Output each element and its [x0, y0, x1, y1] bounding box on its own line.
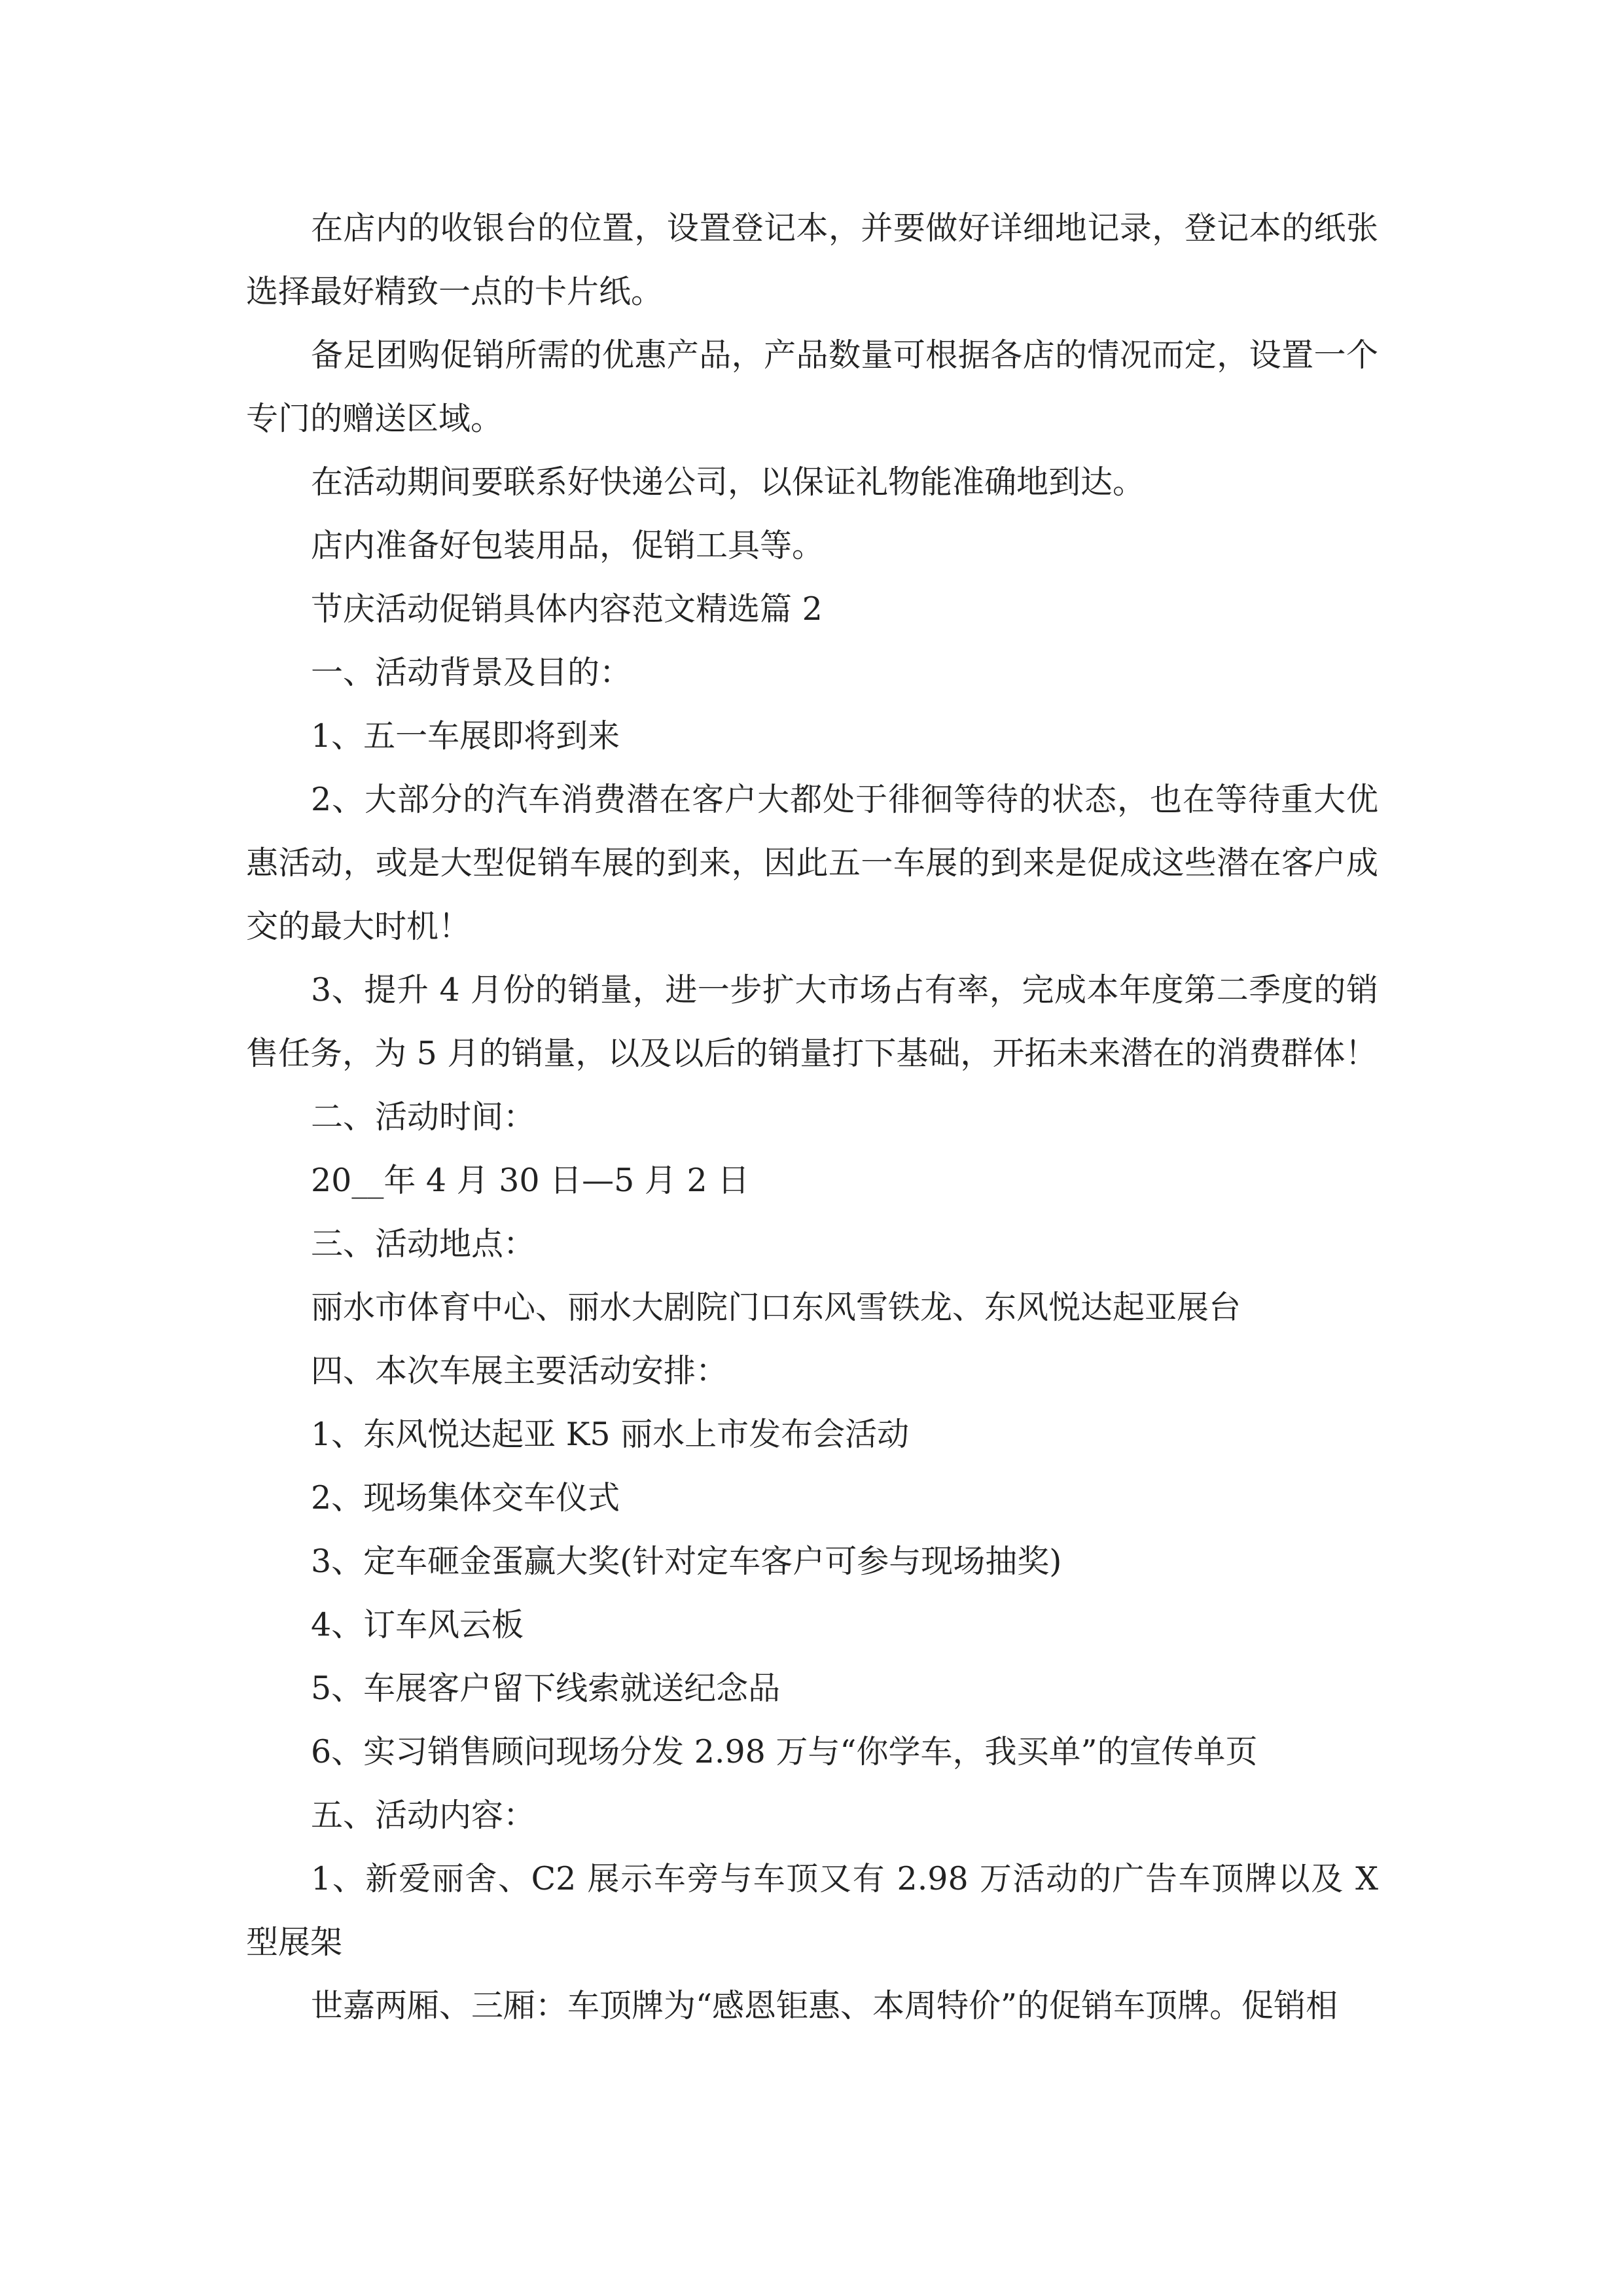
document-body: [246, 196, 1378, 2037]
list-item: 2、现场集体交车仪式: [311, 1479, 620, 1516]
paragraph-registration-book: 在店内的收银台的位置，设置登记本，并要做好详细地记录，登记本的纸张选择最好精致一点的卡片纸。: [246, 209, 1378, 310]
event-date: 20__年 4 月 30 日—5 月 2 日: [311, 1162, 750, 1199]
list-item: 1、东风悦达起亚 K5 丽水上市发布会活动: [311, 1416, 910, 1453]
list-item: 1、新爱丽舍、C2 展示车旁与车顶又有 2.98 万活动的广告车顶牌以及 X 型展架: [246, 1860, 1378, 1961]
heading-content: 五、活动内容：: [311, 1797, 536, 1834]
event-location: 丽水市体育中心、丽水大剧院门口东风雪铁龙、东风悦达起亚展台: [311, 1289, 1241, 1326]
paragraph-packaging: 店内准备好包装用品，促销工具等。: [311, 527, 825, 564]
paragraph-promo-products: 备足团购促销所需的优惠产品，产品数量可根据各店的情况而定，设置一个专门的赠送区域。: [246, 336, 1378, 437]
heading-arrangements: 四、本次车展主要活动安排：: [311, 1352, 728, 1390]
list-item: 3、提升 4 月份的销量，进一步扩大市场占有率，完成本年度第二季度的销售任务，为 5 月的销量，以及以后的销量打下基础，开拓未来潜在的消费群体！: [246, 971, 1378, 1072]
list-item: 1、五一车展即将到来: [311, 717, 620, 755]
paragraph-roof-sign: 世嘉两厢、三厢：车顶牌为“感恩钜惠、本周特价”的促销车顶牌。促销相: [311, 1987, 1338, 2024]
list-item: 3、定车砸金蛋赢大奖(针对定车客户可参与现场抽奖): [311, 1543, 1062, 1580]
list-item: 4、订车风云板: [311, 1606, 524, 1643]
heading-background: 一、活动背景及目的：: [311, 654, 632, 691]
list-item: 2、大部分的汽车消费潜在客户大都处于徘徊等待的状态，也在等待重大优惠活动，或是大型促销车展的到来，因此五一车展的到来是促成这些潜在客户成交的最大时机！: [246, 781, 1378, 945]
list-item: 5、车展客户留下线索就送纪念品: [311, 1670, 781, 1707]
section-title: 节庆活动促销具体内容范文精选篇 2: [311, 590, 823, 628]
heading-time: 二、活动时间：: [311, 1098, 536, 1136]
list-item: 6、实习销售顾问现场分发 2.98 万与“你学车，我买单”的宣传单页: [311, 1733, 1258, 1770]
heading-location: 三、活动地点：: [311, 1225, 536, 1263]
paragraph-courier: 在活动期间要联系好快递公司，以保证礼物能准确地到达。: [311, 463, 1145, 501]
